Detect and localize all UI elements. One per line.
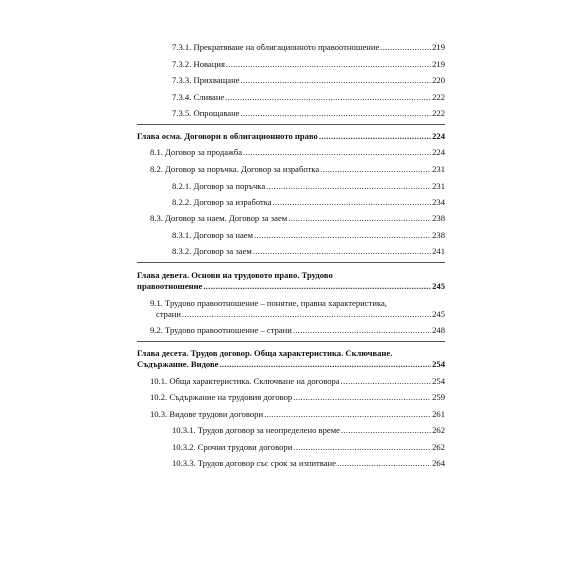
toc-entry-title: 9.2. Трудово правоотношение – страни — [150, 325, 292, 335]
toc-leader — [225, 92, 431, 102]
toc-entry — [172, 246, 445, 256]
toc-leader — [293, 442, 431, 452]
toc-entry-page: 224 — [432, 147, 445, 157]
toc-leader — [241, 75, 432, 85]
toc-entry-title: 10.3.1. Трудов договор за неопределено време — [172, 425, 340, 435]
toc-entry-page: 254 — [432, 359, 445, 369]
toc-entry-title: 7.3.2. Новация — [172, 59, 225, 69]
toc-entry — [172, 59, 445, 69]
toc-entry-title: 10.3. Видове трудови договори — [150, 409, 264, 419]
toc-chapter-entry — [137, 359, 445, 369]
toc-entry — [150, 164, 445, 174]
toc-entry — [150, 409, 445, 419]
toc-entry — [172, 230, 445, 240]
toc-entry — [172, 42, 445, 52]
toc-entry — [172, 442, 445, 452]
toc-leader — [182, 309, 431, 319]
toc-entry — [172, 181, 445, 191]
toc-entry-title: 7.3.5. Опрощаване — [172, 108, 240, 118]
toc-entry — [150, 213, 445, 223]
toc-leader — [264, 409, 431, 419]
toc-chapter-title-line: Глава девета. Основи на трудовото право. Трудово — [137, 270, 333, 280]
toc-leader — [319, 131, 431, 141]
toc-entry-title: 10.3.3. Трудов договор със срок за изпитване — [172, 458, 336, 468]
toc-entry — [150, 376, 445, 386]
toc-entry-page: 248 — [432, 325, 445, 335]
toc-entry-page: 238 — [432, 213, 445, 223]
toc-leader — [273, 197, 431, 207]
toc-entry-page: 245 — [432, 309, 445, 319]
toc-leader — [241, 108, 432, 118]
toc-entry-title: 8.3. Договор за наем. Договор за заем — [150, 213, 288, 223]
toc-chapter-entry — [137, 281, 445, 291]
toc-entry — [150, 147, 445, 157]
toc-leader — [293, 392, 431, 402]
toc-entry-page: 219 — [432, 42, 445, 52]
toc-entry-title: 8.2.1. Договор за поръчка — [172, 181, 266, 191]
toc-leader — [253, 246, 431, 256]
toc-chapter-entry — [137, 131, 445, 141]
toc-leader — [341, 425, 431, 435]
toc-entry-page: 261 — [432, 409, 445, 419]
toc-leader — [266, 181, 431, 191]
toc-leader — [243, 147, 431, 157]
toc-leader — [254, 230, 431, 240]
toc-entry-title: 8.3.2. Договор за заем — [172, 246, 252, 256]
toc-entry-title: 8.3.1. Договор за наем — [172, 230, 254, 240]
section-divider — [137, 262, 445, 263]
section-divider — [137, 341, 445, 342]
toc-entry-page: 220 — [432, 75, 445, 85]
section-divider — [137, 124, 445, 125]
toc-leader — [288, 213, 431, 223]
toc-entry-title: 8.2.2. Договор за изработка — [172, 197, 272, 207]
toc-entry-page: 241 — [432, 246, 445, 256]
toc-entry-page: 234 — [432, 197, 445, 207]
toc-entry-title: 7.3.1. Прекратяване на облигационното правоотношение — [172, 42, 380, 52]
toc-entry — [172, 108, 445, 118]
toc-leader — [203, 281, 431, 291]
toc-chapter-title: Съдържание. Видове — [137, 359, 219, 369]
toc-entry — [156, 309, 445, 319]
toc-entry-title: 8.2. Договор за поръчка. Договор за изработка — [150, 164, 320, 174]
toc-chapter-title-line: Глава десета. Трудов договор. Обща характеристика. Сключване. — [137, 348, 393, 358]
toc-entry-page: 231 — [432, 181, 445, 191]
toc-entry — [172, 75, 445, 85]
toc-entry-title: 10.3.2. Срочни трудови договори — [172, 442, 293, 452]
toc-entry-page: 264 — [432, 458, 445, 468]
toc-entry — [172, 92, 445, 102]
toc-entry-page: 231 — [432, 164, 445, 174]
toc-leader — [320, 164, 431, 174]
toc-entry — [172, 197, 445, 207]
toc-entry — [150, 392, 445, 402]
toc-entry-title: 10.2. Съдържание на трудовия договор — [150, 392, 293, 402]
toc-entry-page: 219 — [432, 59, 445, 69]
toc-leader — [380, 42, 431, 52]
toc-entry-page: 222 — [432, 92, 445, 102]
toc-chapter-title: правоотношение — [137, 281, 203, 291]
toc-entry-title: 7.3.3. Прихващане — [172, 75, 240, 85]
toc-entry-page: 224 — [432, 131, 445, 141]
toc-entry-page: 245 — [432, 281, 445, 291]
toc-entry-title-line: 9.1. Трудово правоотношение – понятие, правна характеристика, — [150, 298, 387, 308]
toc-entry-page: 222 — [432, 108, 445, 118]
toc-entry-page: 262 — [432, 442, 445, 452]
toc-entry — [172, 425, 445, 435]
toc-entry-page: 238 — [432, 230, 445, 240]
toc-entry-title: 7.3.4. Сливане — [172, 92, 225, 102]
toc-leader — [341, 376, 431, 386]
toc-entry-page: 262 — [432, 425, 445, 435]
toc-entry — [172, 458, 445, 468]
toc-leader — [337, 458, 431, 468]
toc-entry-page: 259 — [432, 392, 445, 402]
toc-entry-title: 8.1. Договор за продажба — [150, 147, 243, 157]
toc-leader — [219, 359, 431, 369]
toc-entry-title: страни — [156, 309, 181, 319]
toc-leader — [226, 59, 431, 69]
toc-chapter-title: Глава осма. Договори в облигационното право — [137, 131, 318, 141]
toc-entry-page: 254 — [432, 376, 445, 386]
toc-entry-title: 10.1. Обща характеристика. Сключване на договора — [150, 376, 340, 386]
toc-leader — [293, 325, 431, 335]
toc-entry — [150, 325, 445, 335]
